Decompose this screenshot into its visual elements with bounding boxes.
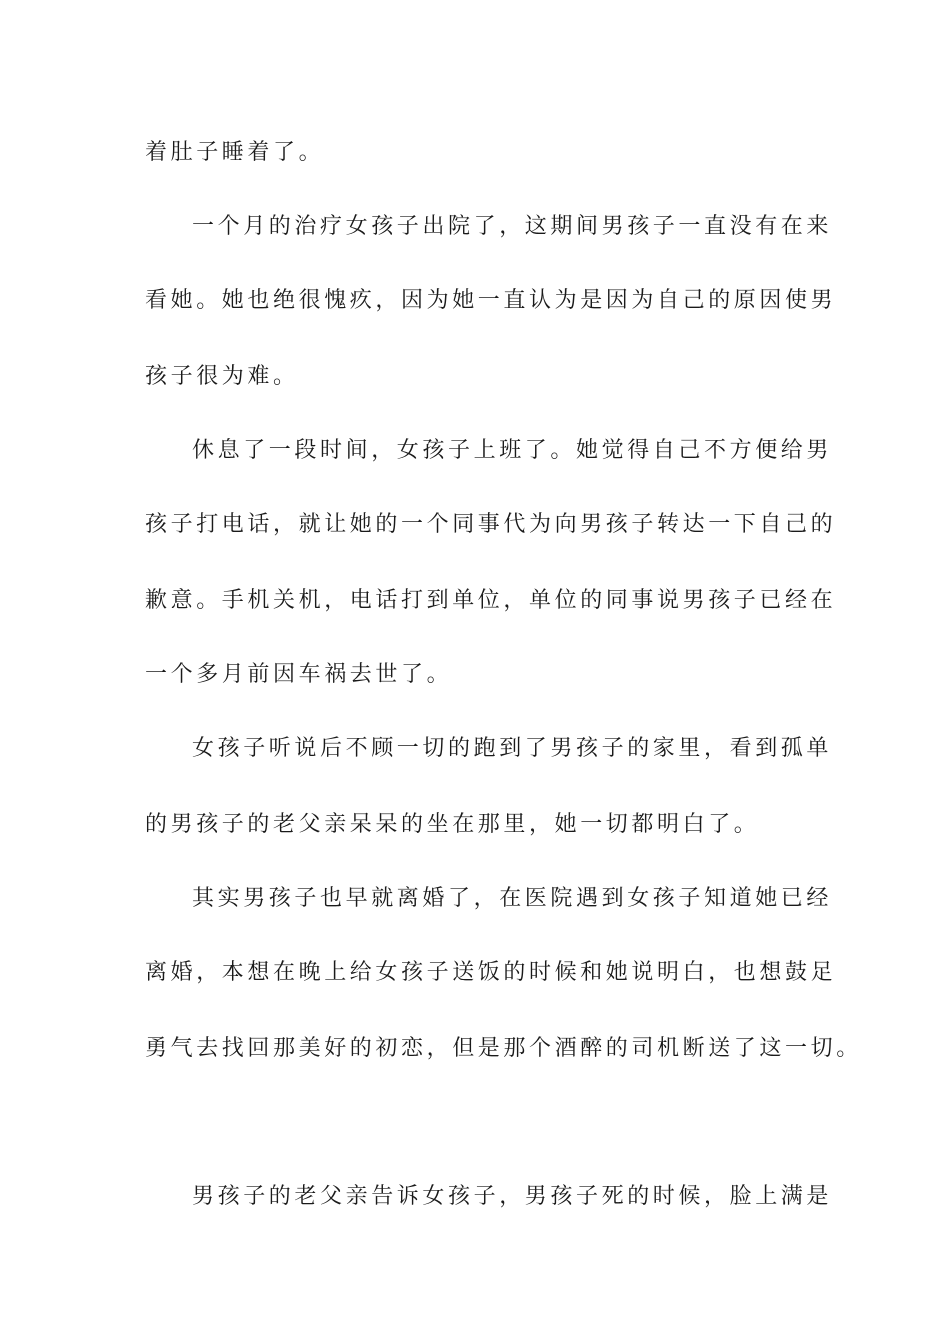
text-line: 勇气去找回那美好的初恋，但是那个酒醉的司机断送了这一切。: [145, 1036, 862, 1061]
text-line: 孩子很为难。: [145, 364, 299, 389]
text-line: 看她。她也绝很愧疚，因为她一直认为是因为自己的原因使男: [145, 288, 837, 313]
text-line: 其实男孩子也早就离婚了，在医院遇到女孩子知道她已经: [192, 886, 833, 911]
text-line: 孩子打电话，就让她的一个同事代为向男孩子转达一下自己的: [145, 512, 837, 537]
text-line: 一个月的治疗女孩子出院了，这期间男孩子一直没有在来: [192, 214, 833, 239]
text-line: 休息了一段时间，女孩子上班了。她觉得自己不方便给男: [192, 438, 833, 463]
text-line: 男孩子的老父亲告诉女孩子，男孩子死的时候，脸上满是: [192, 1184, 833, 1209]
text-line: 的男孩子的老父亲呆呆的坐在那里，她一切都明白了。: [145, 812, 760, 837]
text-line: 一个多月前因车祸去世了。: [145, 662, 453, 687]
text-line: 歉意。手机关机，电话打到单位，单位的同事说男孩子已经在: [145, 588, 837, 613]
text-line: 离婚，本想在晚上给女孩子送饭的时候和她说明白，也想鼓足: [145, 960, 837, 985]
text-line: 着肚子睡着了。: [145, 140, 325, 165]
text-line: 女孩子听说后不顾一切的跑到了男孩子的家里，看到孤单: [192, 736, 833, 761]
